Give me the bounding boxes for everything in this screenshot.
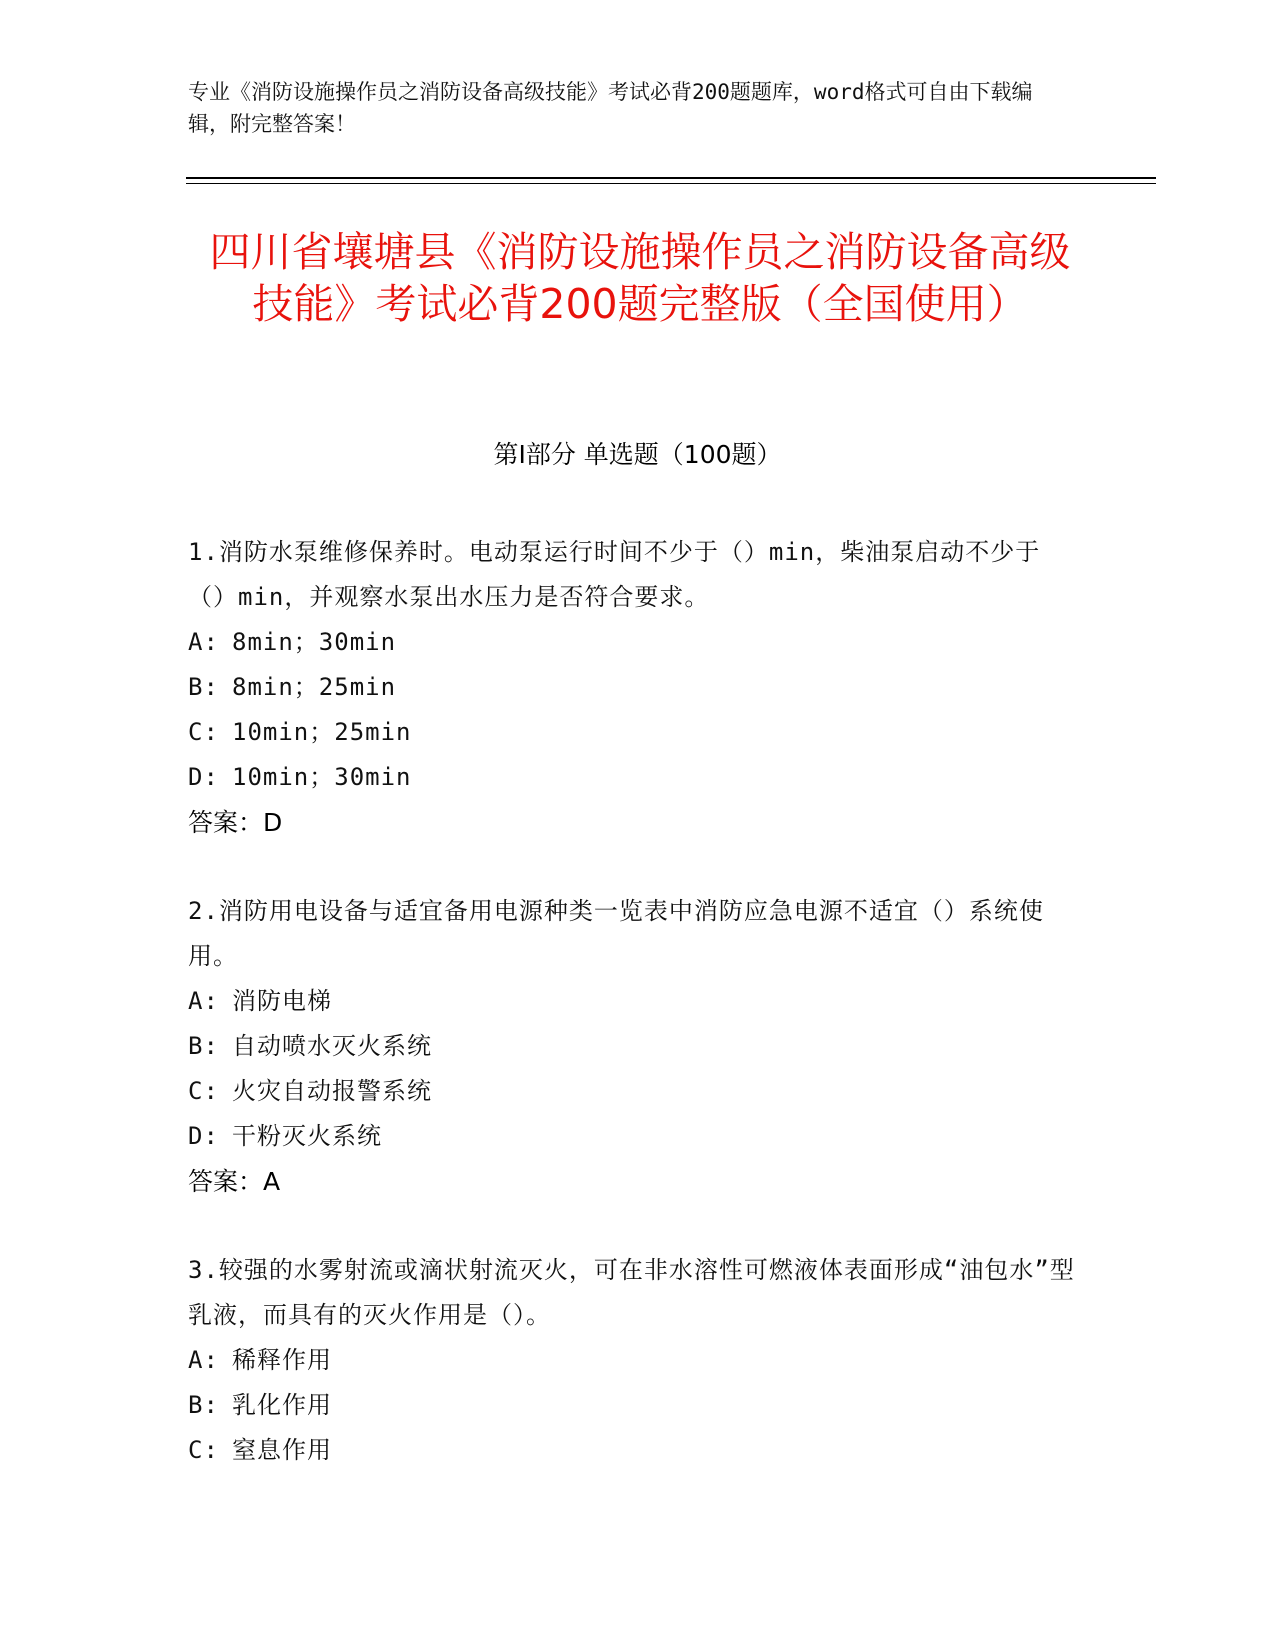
section-heading: 第I部分 单选题（100题） [493,440,782,469]
question-stem: 1.消防水泵维修保养时。电动泵运行时间不少于（）min，柴油泵启动不少于（）min，并观察水泵出水压力是否符合要求。 [188,538,1041,611]
option-a [188,979,1078,1024]
option-key: B: [188,673,219,701]
option-text: 自动喷水灭火系统 [232,1032,432,1060]
document-title: 四川省壤塘县《消防设施操作员之消防设备高级技能》考试必背200题完整版（全国使用） [209,228,1071,328]
option-text: 乳化作用 [232,1391,332,1419]
option-key: D: [188,1122,219,1150]
option-b [188,1024,1078,1069]
option-text: 干粉灭火系统 [232,1122,382,1150]
option-text: 窒息作用 [232,1436,332,1464]
option-text: 火灾自动报警系统 [232,1077,432,1105]
option-text: 8min；30min [232,628,397,656]
option-c [188,710,1078,755]
option-key: D: [188,763,219,791]
header-note: 专业《消防设施操作员之消防设备高级技能》考试必背200题题库，word格式可自由下载编辑，附完整答案！ [188,80,1033,136]
question-stem: 3.较强的水雾射流或滴状射流灭火，可在非水溶性可燃液体表面形成“油包水”型乳液，而具有的灭火作用是（）。 [188,1256,1075,1329]
option-c [188,1069,1078,1114]
answer-label: 答案：D [188,808,283,837]
option-key: B: [188,1032,219,1060]
option-key: A: [188,628,219,656]
option-text: 10min；30min [232,763,412,791]
question-2 [188,889,1078,1204]
option-d [188,755,1078,800]
option-c [188,1428,1078,1473]
option-key: C: [188,1436,219,1464]
question-3 [188,1248,1078,1473]
option-key: A: [188,987,219,1015]
option-d [188,1114,1078,1159]
option-b [188,1383,1078,1428]
option-key: C: [188,718,219,746]
option-text: 消防电梯 [232,987,332,1015]
option-text: 8min；25min [232,673,397,701]
option-b [188,665,1078,710]
question-stem: 2.消防用电设备与适宜备用电源种类一览表中消防应急电源不适宜（）系统使用。 [188,897,1044,970]
option-key: B: [188,1391,219,1419]
header-divider-thin [186,183,1156,184]
option-key: A: [188,1346,219,1374]
option-a [188,620,1078,665]
option-text: 10min；25min [232,718,412,746]
option-a [188,1338,1078,1383]
question-list [188,530,1078,1517]
option-key: C: [188,1077,219,1105]
answer-label: 答案：A [188,1167,281,1196]
header-divider-thick [186,177,1156,179]
option-text: 稀释作用 [232,1346,332,1374]
question-1 [188,530,1078,845]
